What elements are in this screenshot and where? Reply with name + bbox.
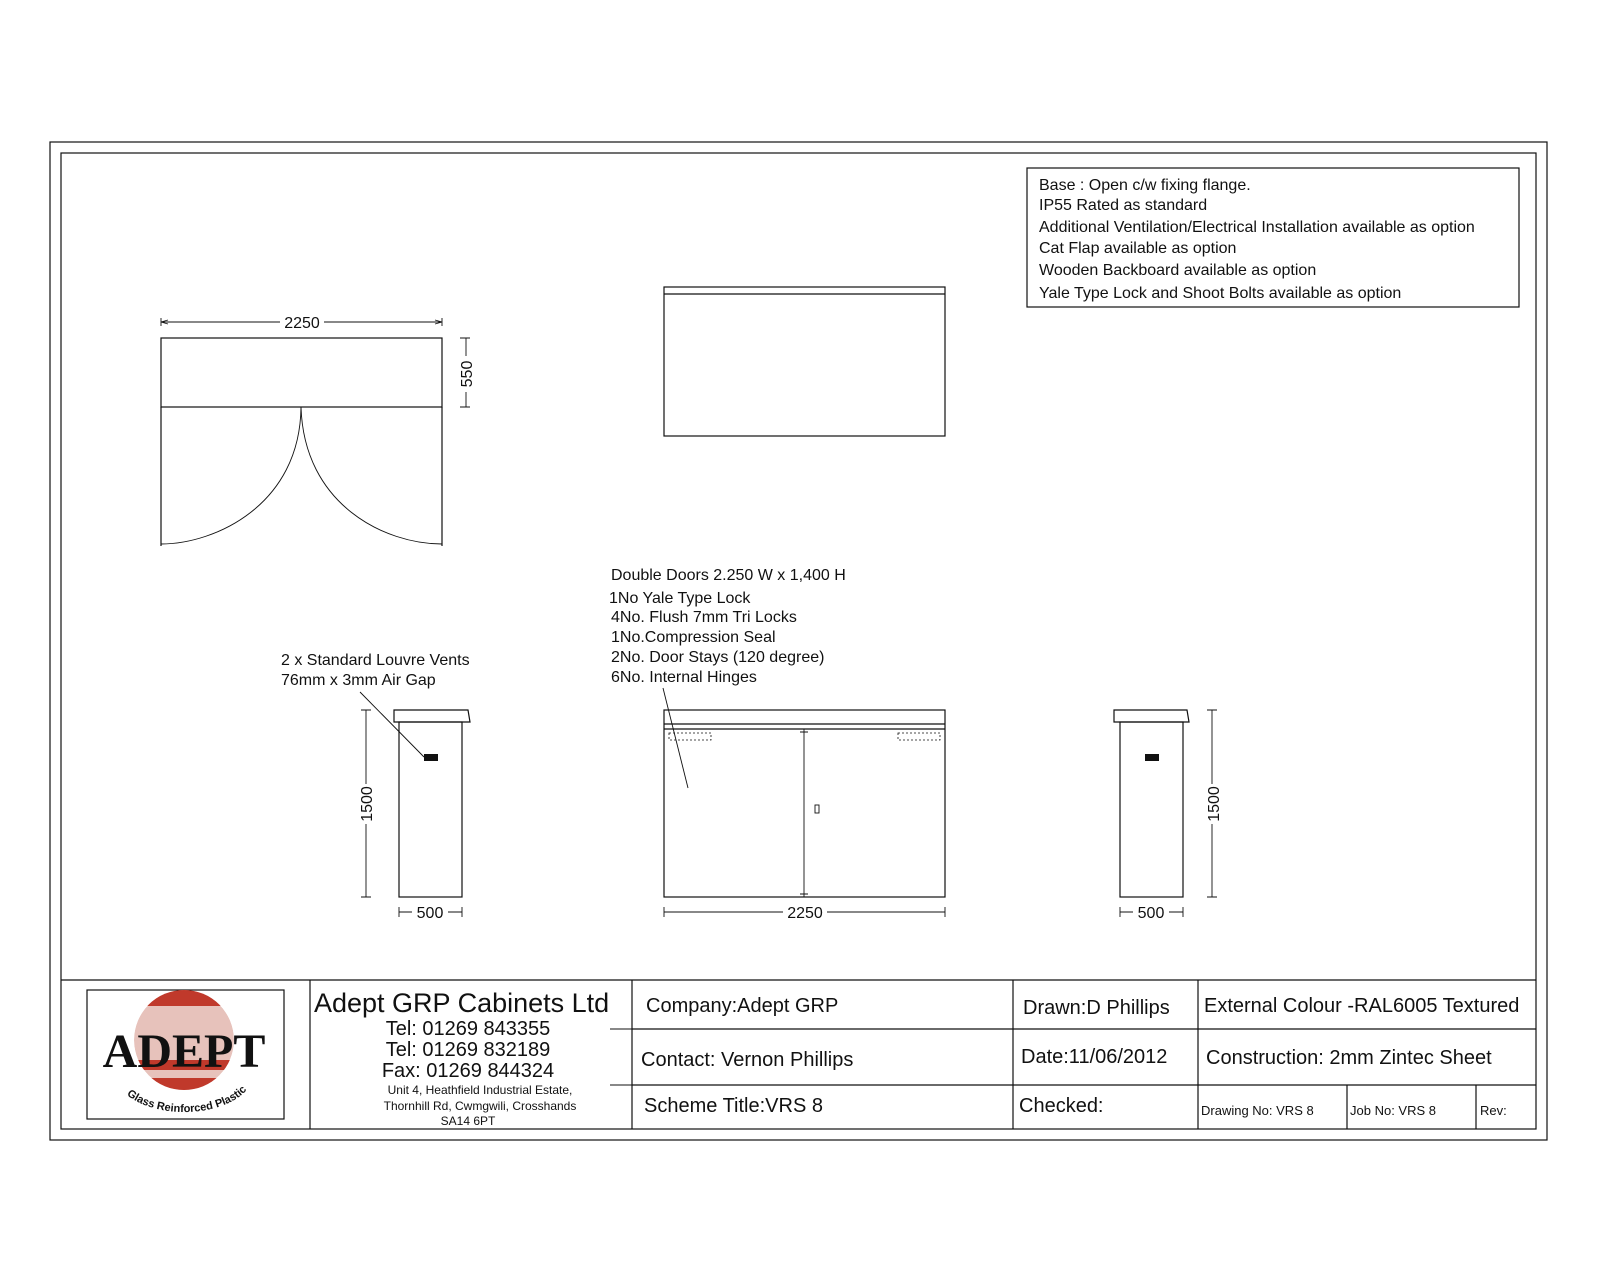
company-address-1: Unit 4, Heathfield Industrial Estate, <box>387 1083 573 1097</box>
front-width-dim: 2250 <box>787 905 823 922</box>
louvre-vent-right <box>1145 754 1159 761</box>
note-1: Base : Open c/w fixing flange. <box>1039 177 1251 194</box>
vent-line-2: 76mm x 3mm Air Gap <box>281 672 436 689</box>
door-spec <box>609 567 846 686</box>
top-view <box>664 287 945 436</box>
company-address-3: SA14 6PT <box>440 1114 496 1128</box>
front-elevation <box>663 688 945 922</box>
louvre-vent-left <box>424 754 438 761</box>
note-4: Cat Flap available as option <box>1039 240 1237 257</box>
company-tel-1: Tel: 01269 843355 <box>385 1018 551 1040</box>
right-height-dim: 1500 <box>1206 786 1223 822</box>
door-spec-line-4: 1No.Compression Seal <box>611 629 776 646</box>
company-tel-2: Tel: 01269 832189 <box>385 1039 551 1061</box>
left-height-dim: 1500 <box>359 786 376 822</box>
plan-view <box>161 313 476 546</box>
door-spec-line-6: 6No. Internal Hinges <box>611 669 757 686</box>
company-name: Adept GRP Cabinets Ltd <box>314 988 610 1018</box>
left-width-dim: 500 <box>416 905 444 922</box>
company-address-2: Thornhill Rd, Cwmgwili, Crosshands <box>383 1099 577 1113</box>
side-elevation-right <box>1114 710 1223 922</box>
door-spec-line-1: Double Doors 2.250 W x 1,400 H <box>611 567 846 584</box>
company-block <box>314 988 609 1128</box>
tb-drawing-no: Drawing No: VRS 8 <box>1201 1103 1314 1118</box>
tb-contact: Contact: Vernon Phillips <box>641 1049 854 1071</box>
adept-logo <box>87 990 284 1119</box>
logo-word: ADEPT <box>102 1025 266 1078</box>
vent-line-1: 2 x Standard Louvre Vents <box>281 652 470 669</box>
tb-rev: Rev: <box>1480 1103 1507 1118</box>
vent-slot-right <box>898 733 940 740</box>
tb-checked: Checked: <box>1019 1095 1104 1117</box>
plan-depth-dim: 550 <box>459 360 476 388</box>
tb-company: Company:Adept GRP <box>646 995 839 1017</box>
tb-date: Date:11/06/2012 <box>1021 1046 1168 1068</box>
right-width-dim: 500 <box>1137 905 1165 922</box>
tb-drawn: Drawn:D Phillips <box>1023 997 1170 1019</box>
note-6: Yale Type Lock and Shoot Bolts available as option <box>1039 285 1402 302</box>
note-3: Additional Ventilation/Electrical Installation available as option <box>1039 219 1475 236</box>
door-lock <box>815 805 819 813</box>
note-5: Wooden Backboard available as option <box>1039 262 1317 279</box>
tb-scheme: Scheme Title:VRS 8 <box>644 1095 823 1117</box>
tb-job-no: Job No: VRS 8 <box>1350 1103 1436 1118</box>
door-spec-line-3: 4No. Flush 7mm Tri Locks <box>611 609 797 626</box>
tb-colour: External Colour -RAL6005 Textured <box>1204 995 1520 1017</box>
tb-construction: Construction: 2mm Zintec Sheet <box>1206 1047 1492 1069</box>
company-fax: Fax: 01269 844324 <box>381 1060 555 1082</box>
notes-box <box>1027 168 1519 307</box>
vent-callout <box>281 652 470 757</box>
note-2: IP55 Rated as standard <box>1039 197 1208 214</box>
door-spec-line-2: 1No Yale Type Lock <box>609 590 751 607</box>
side-elevation-left <box>358 710 470 922</box>
plan-width-dim: 2250 <box>284 315 320 332</box>
logo-arc-text: Glass Reinforced Plastic <box>124 1083 250 1116</box>
door-spec-line-5: 2No. Door Stays (120 degree) <box>611 649 825 666</box>
